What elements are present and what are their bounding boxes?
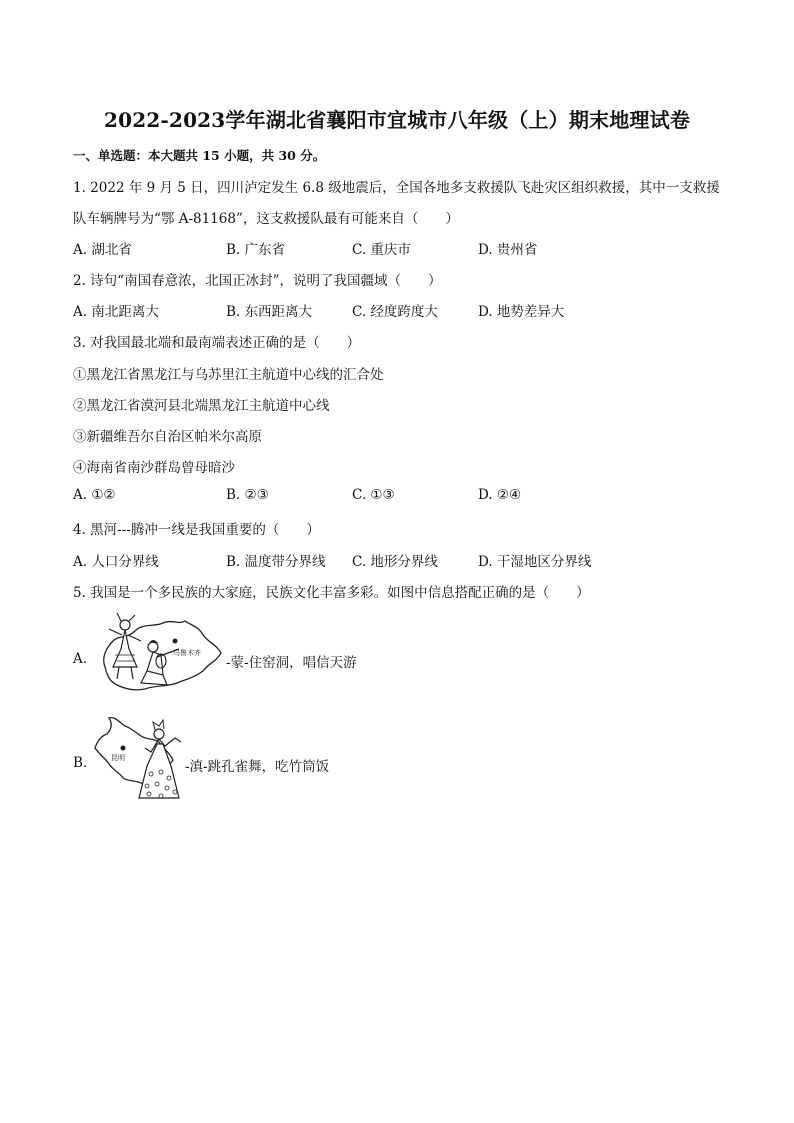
q4-option-a[interactable]: A. 人口分界线 [73, 554, 159, 570]
xinjiang-map-illustration [91, 605, 227, 697]
q3-statement-4: ④海南省南沙群岛曾母暗沙 [73, 460, 235, 476]
map-label-urumqi: 乌鲁木齐 [173, 650, 201, 657]
exam-title: 2022-2023学年湖北省襄阳市宜城市八年级（上）期末地理试卷 [103, 108, 691, 132]
q3-statement-1: ①黑龙江省黑龙江与乌苏里江主航道中心线的汇合处 [73, 367, 384, 383]
q5-option-a-caption: -蒙-住窑洞，唱信天游 [226, 655, 357, 671]
q5-option-a-label: A. [73, 651, 88, 667]
yunnan-map-illustration [89, 712, 187, 808]
q3-option-b[interactable]: B. ②③ [226, 487, 269, 503]
q5-stem: 5. 我国是一个多民族的大家庭，民族文化丰富多彩。如图中信息搭配正确的是（ ） [73, 585, 590, 601]
q4-option-b[interactable]: B. 温度带分界线 [226, 554, 326, 570]
q1-stem-line2: 队车辆牌号为“鄂 A-81168”，这支救援队最有可能来自（ ） [73, 211, 459, 227]
q2-option-b[interactable]: B. 东西距离大 [226, 304, 313, 320]
q3-option-d[interactable]: D. ②④ [478, 487, 522, 503]
q3-stem: 3. 对我国最北端和最南端表述正确的是（ ） [73, 335, 361, 351]
q3-option-a[interactable]: A. ①② [73, 487, 116, 503]
map-label-kunming: 昆明 [111, 755, 125, 762]
q2-option-d[interactable]: D. 地势差异大 [478, 304, 565, 320]
q3-option-c[interactable]: C. ①③ [352, 487, 395, 503]
q3-statement-3: ③新疆维吾尔自治区帕米尔高原 [73, 429, 262, 445]
q5-option-b-label: B. [73, 755, 88, 771]
q2-option-c[interactable]: C. 经度跨度大 [352, 304, 438, 320]
q4-option-c[interactable]: C. 地形分界线 [352, 554, 438, 570]
q2-option-a[interactable]: A. 南北距离大 [73, 304, 159, 320]
q3-statement-2: ②黑龙江省漠河县北端黑龙江主航道中心线 [73, 398, 330, 414]
section-heading: 一、单选题：本大题共 15 小题，共 30 分。 [73, 148, 326, 163]
q1-option-a[interactable]: A. 湖北省 [73, 242, 132, 258]
q5-option-b-caption: -滇-跳孔雀舞，吃竹筒饭 [185, 759, 330, 775]
q1-stem-line1: 1. 2022 年 9 月 5 日，四川泸定发生 6.8 级地震后，全国各地多支救援队飞赴灾区组织救援，其中一支救援 [73, 180, 720, 196]
q2-stem: 2. 诗句“南国春意浓，北国正冰封”，说明了我国疆域（ ） [73, 273, 442, 289]
q1-option-b[interactable]: B. 广东省 [226, 242, 286, 258]
q1-option-c[interactable]: C. 重庆市 [352, 242, 411, 258]
q5-option-a[interactable] [73, 605, 373, 705]
q4-option-d[interactable]: D. 干湿地区分界线 [478, 554, 592, 570]
q5-option-b[interactable] [73, 712, 373, 812]
q4-stem: 4. 黑河---腾冲一线是我国重要的（ ） [73, 522, 320, 538]
q1-option-d[interactable]: D. 贵州省 [478, 242, 538, 258]
